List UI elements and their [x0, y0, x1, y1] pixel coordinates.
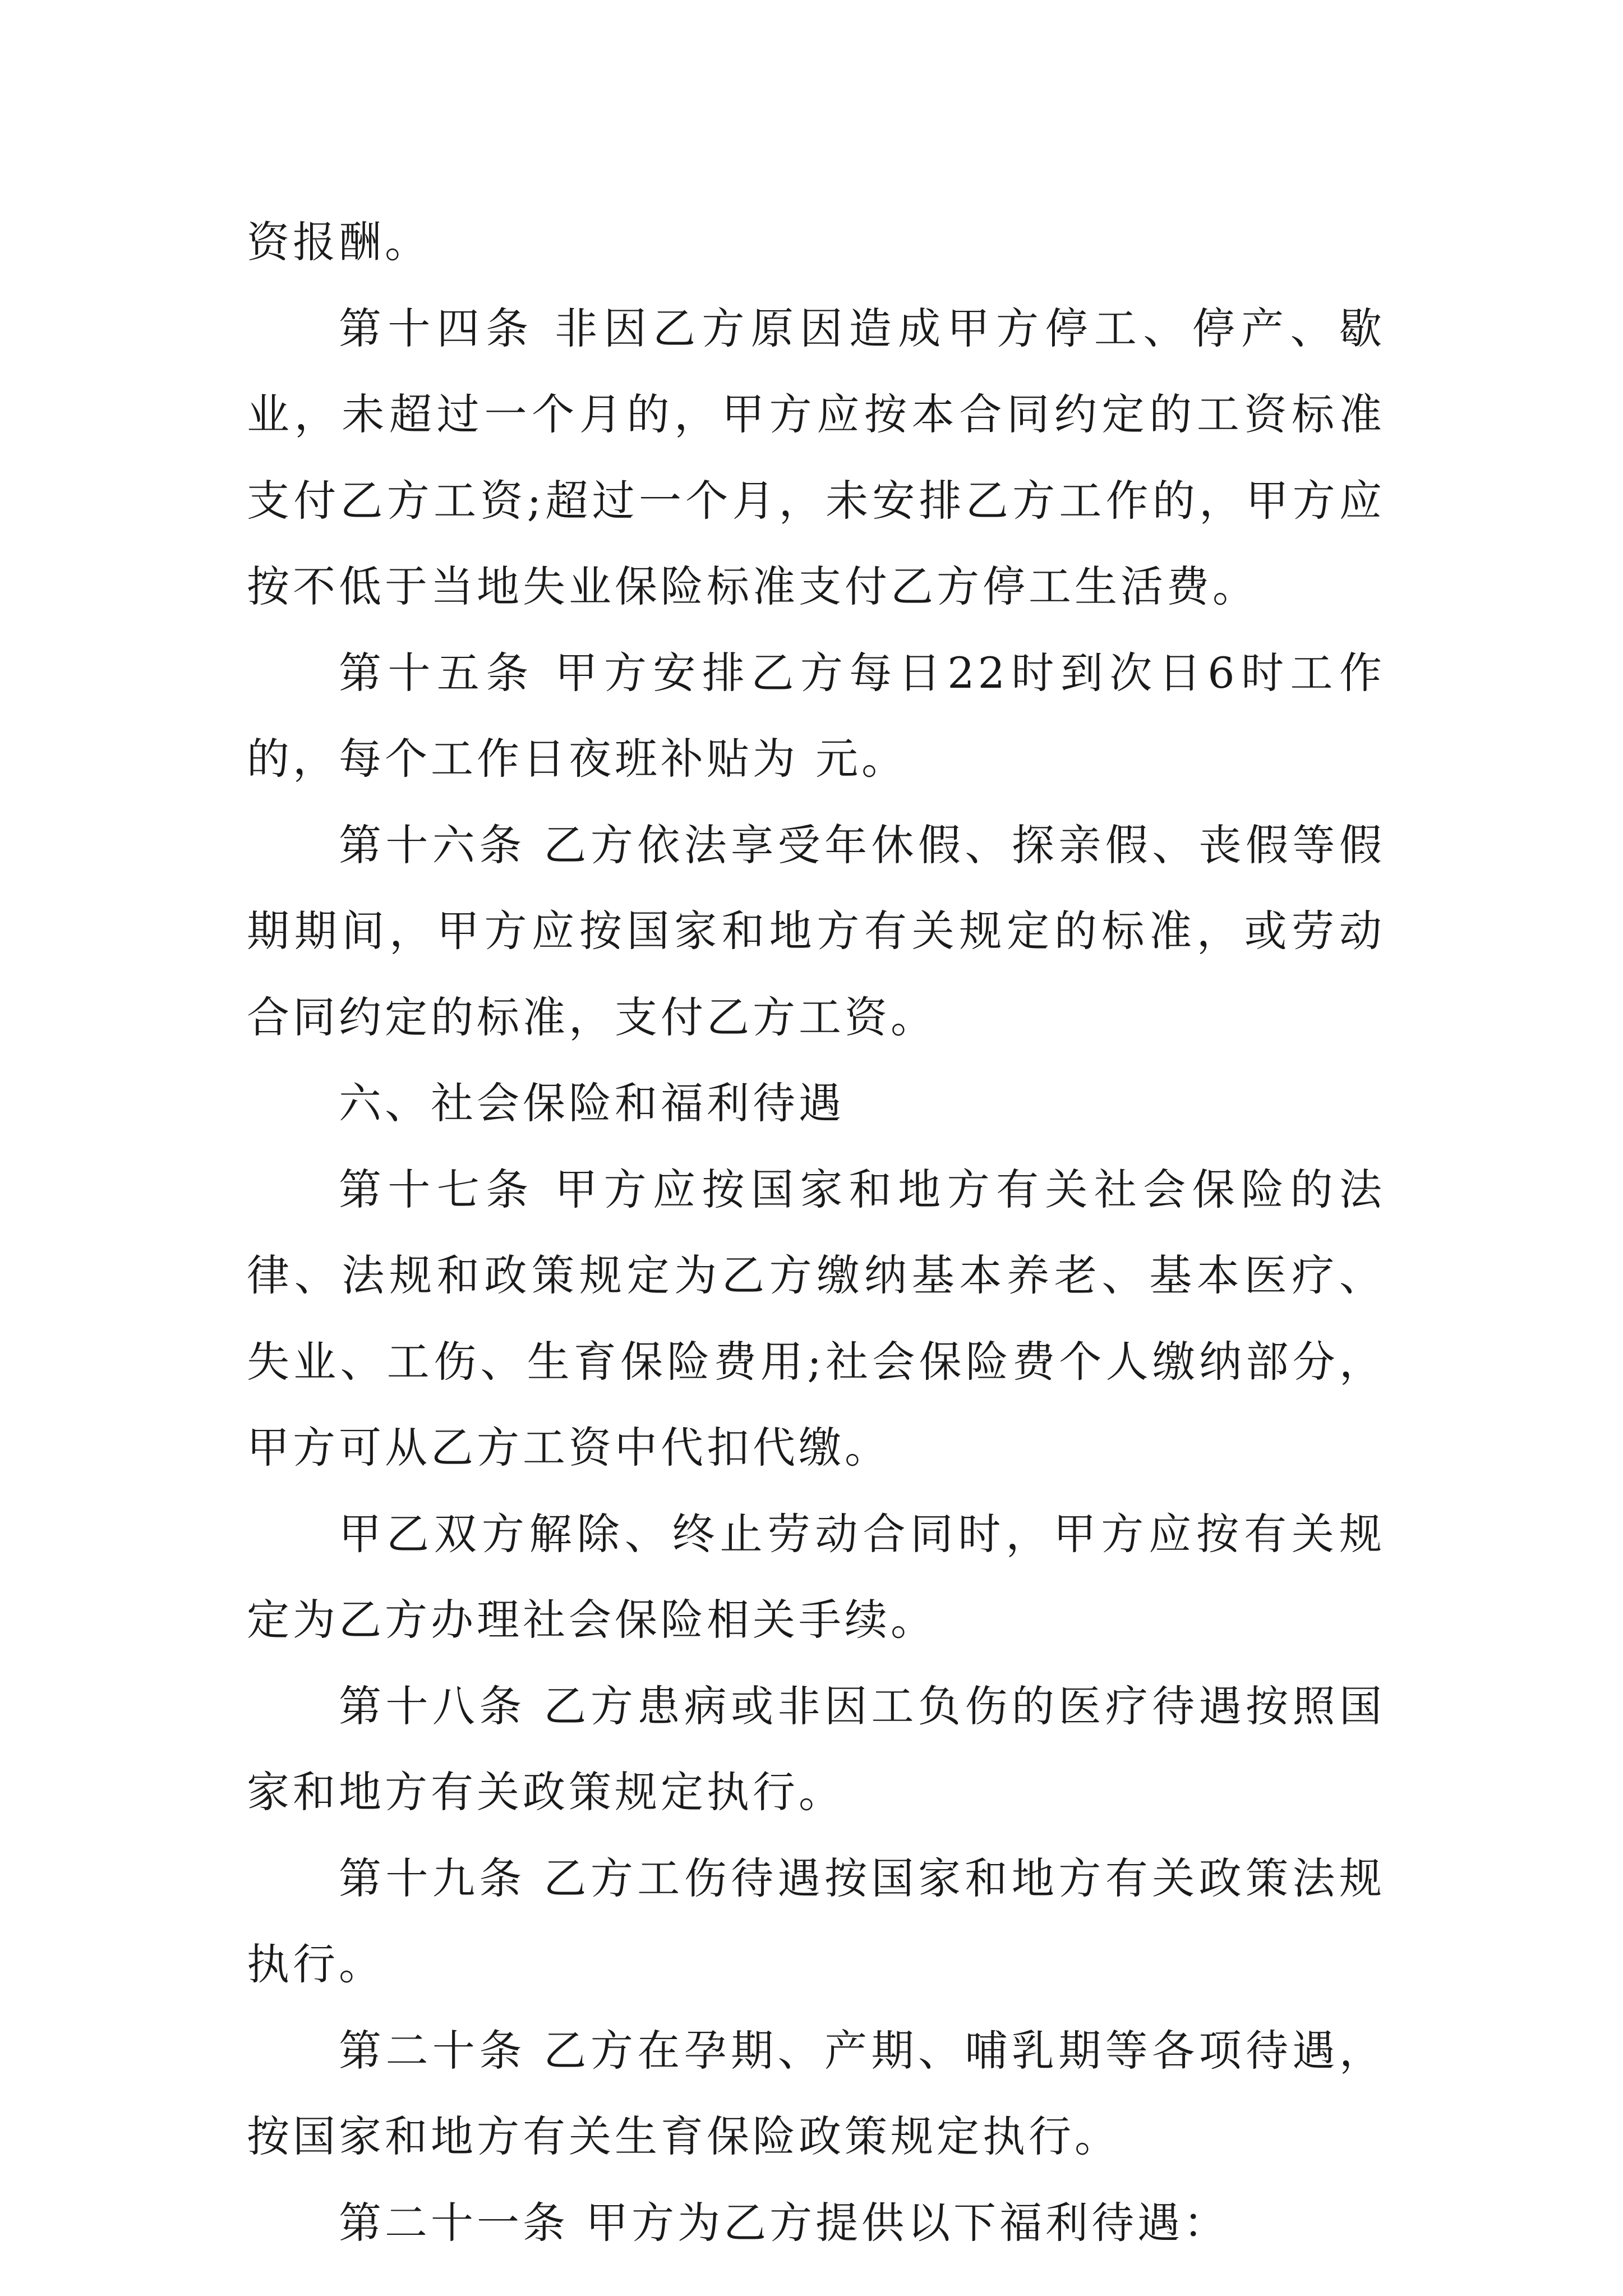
section-heading-social-insurance: 六、社会保险和福利待遇 [339, 1078, 845, 1128]
paragraph-article-14: 第十四条 非因乙方原因造成甲方停工、停产、歇业，未超过一个月的，甲方应按本合同约定的工资标准支付乙方工资;超过一个月，未安排乙方工作的，甲方应按不低于当地失业保险标准支付乙方停工生活费。 [247, 303, 1385, 611]
contract-body [247, 199, 1385, 2266]
paragraph-article-19: 第十九条 乙方工伤待遇按国家和地方有关政策法规执行。 [247, 1853, 1385, 1989]
paragraph-article-16: 第十六条 乙方依法享受年休假、探亲假、丧假等假期期间，甲方应按国家和地方有关规定的标准，或劳动合同约定的标准，支付乙方工资。 [247, 820, 1385, 1042]
paragraph-article-15: 第十五条 甲方安排乙方每日22时到次日6时工作的，每个工作日夜班补贴为 元。 [247, 647, 1385, 784]
paragraph-article-18: 第十八条 乙方患病或非因工负伤的医疗待遇按照国家和地方有关政策规定执行。 [247, 1681, 1385, 1817]
paragraph-article-21: 第二十一条 甲方为乙方提供以下福利待遇： [339, 2197, 1230, 2248]
paragraph-article-17-cont: 甲乙双方解除、终止劳动合同时，甲方应按有关规定为乙方办理社会保险相关手续。 [247, 1508, 1385, 1645]
paragraph-article-17: 第十七条 甲方应按国家和地方有关社会保险的法律、法规和政策规定为乙方缴纳基本养老、基本医疗、失业、工伤、生育保险费用;社会保险费个人缴纳部分，甲方可从乙方工资中代扣代缴。 [247, 1164, 1385, 1473]
paragraph-continuation: 资报酬。 [247, 217, 431, 267]
paragraph-article-20: 第二十条 乙方在孕期、产期、哺乳期等各项待遇，按国家和地方有关生育保险政策规定执行。 [247, 2025, 1385, 2161]
